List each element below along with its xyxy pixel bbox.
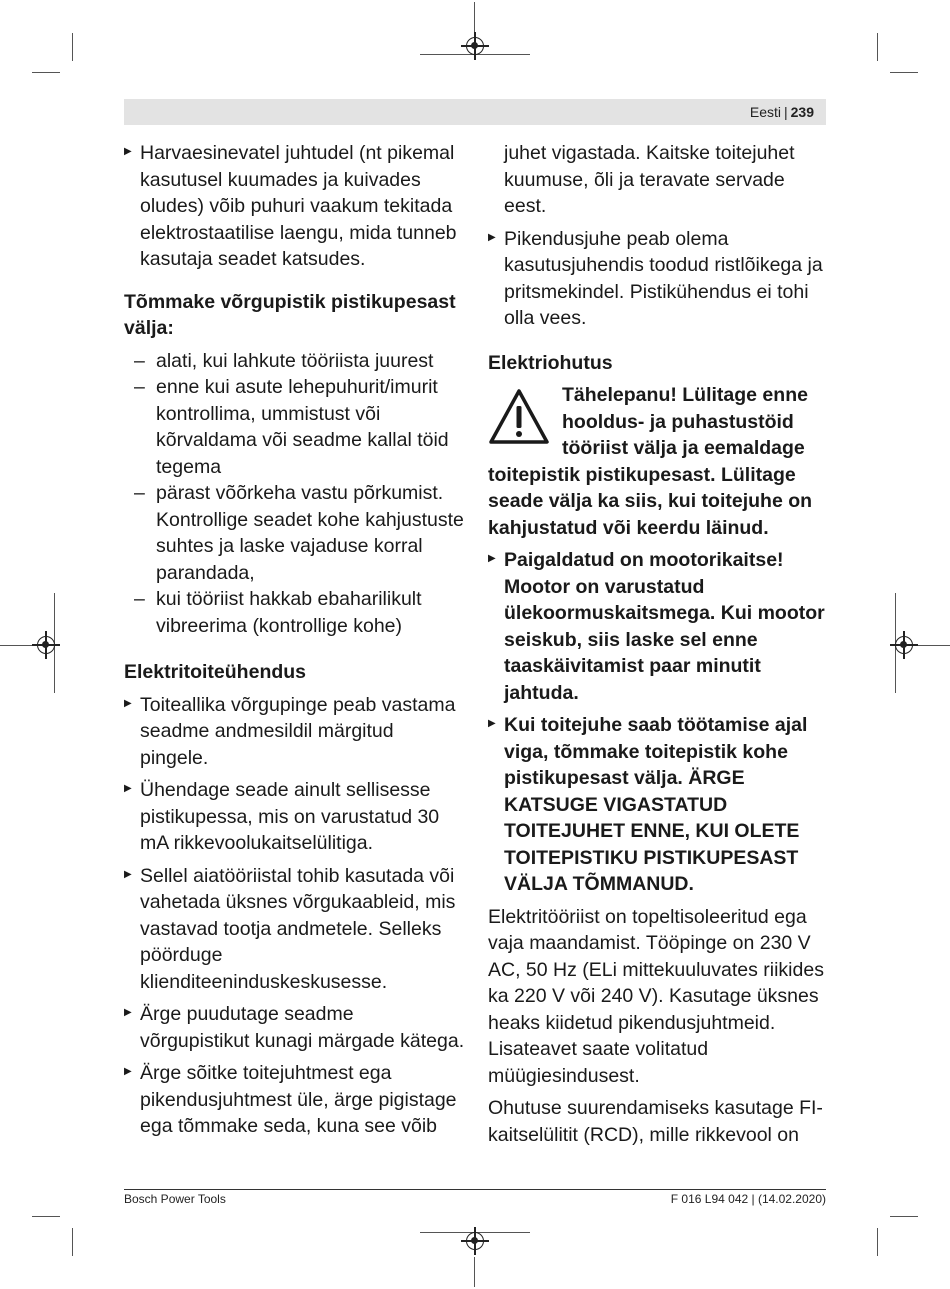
crop-mark [72,33,73,61]
header-separator: | [784,104,788,120]
power-bullet: ▶ Sellel aiatööriistal tohib kasutada või vahetada üksnes võrgukaableid, mis vastavad tootja andmetele. Selleks pöörduge klienditeeninduskeskusesse. [124,863,466,996]
warning-block [488,382,830,541]
crop-mark [474,1257,475,1287]
crop-mark [890,1216,918,1217]
registration-mark-icon [466,37,484,55]
cable-damage-bullet: ▶ Kui toitejuhe saab töötamise ajal viga, tõmmake toitepistik kohe pistikupesast välja. ÄRGE KATSUGE VIGASTATUD TOITEJUHET ENNE, KUI OLETE TOITEPISTIKU PISTIKUPESAST VÄLJA TÕMMANUD. [488,712,830,898]
registration-mark-icon [895,636,913,654]
power-bullet: ▶ Ärge puudutage seadme võrgupistikut kunagi märgade kätega. [124,1001,466,1054]
page-header [124,99,826,125]
left-column [124,140,466,1146]
extension-bullet: ▶ Pikendusjuhe peab olema kasutusjuhendis toodud ristlõikega ja pritsmekindel. Pistikühendus ei tohi olla vees. [488,226,830,332]
crop-mark [915,645,950,646]
crop-mark [32,72,60,73]
list-item: – kui tööriist hakkab ebaharilikult vibreerima (kontrollige kohe) [124,586,466,639]
registration-mark-icon [37,636,55,654]
continuation-text: juhet vigastada. Kaitske toitejuhet kuumuse, õli ja teravate servade eest. [504,142,795,217]
registration-mark-icon [466,1232,484,1250]
crop-mark [877,33,878,61]
list-item: – alati, kui lahkute tööriista juurest [124,348,466,375]
header-language: Eesti [749,104,781,120]
unplug-list [124,348,466,640]
insulation-paragraph: Elektritööriist on topeltisoleeritud ega vaja maandamist. Tööpinge on 230 V AC, 50 Hz (ELi mittekuuluvates riikides ka 220 V või 240 V). Kasutage üksnes heaks kiidetud pikendusjuhtmeid. Lisateavet saate volitatud müügiesindusest. [488,905,824,1087]
rcd-paragraph: Ohutuse suurendamiseks kasutage FI-kaitselülitit (RCD), mille rikkevool on [488,1097,823,1146]
right-column [488,140,830,1154]
power-bullet: ▶ Ärge sõitke toitejuhtmest ega pikendusjuhtmest üle, ärge pigistage ega tõmmake seda, kuna see võib [124,1060,466,1140]
power-bullet: ▶ Toiteallika võrgupinge peab vastama seadme andmesildil märgitud pingele. [124,692,466,772]
footer-brand: Bosch Power Tools [124,1192,226,1206]
warning-text: Tähelepanu! Lülitage enne hooldus- ja puhastustöid tööriist välja ja eemaldage toitepistik pistikupesast. Lülitage seade välja ka siis, kui toitejuhe on kahjustatud või keerdu läinud. [488,384,813,539]
crop-mark [32,1216,60,1217]
power-bullet: ▶ Ühendage seade ainult sellisesse pistikupessa, mis on varustatud 30 mA rikkevoolukaitselülitiga. [124,777,466,857]
list-item: – pärast võõrkeha vastu põrkumist. Kontrollige seadet kohe kahjustuste suhtes ja laske vajaduse korral parandada, [124,480,466,586]
crop-mark [72,1228,73,1256]
crop-mark [890,72,918,73]
motor-bullet: ▶ Paigaldatud on mootorikaitse! Mootor on varustatud ülekoormuskaitsmega. Kui mootor seiskub, siis laske sel enne taaskäivitamist paar minutit jahtuda. [488,547,830,706]
page-number: 239 [790,104,814,120]
header-label [750,104,814,120]
crop-mark [0,645,35,646]
power-heading: Elektritoiteühendus [124,661,307,683]
footer-rule [124,1189,826,1190]
list-item: – enne kui asute lehepuhurit/imurit kontrollima, ummistust või kõrvaldama või seadme kallal töid tegema [124,374,466,480]
safety-heading: Elektriohutus [488,351,613,374]
intro-bullet: ▶ Harvaesinevatel juhtudel (nt pikemal kasutusel kuumades ja kuivades oludes) võib puhuri vaakum tekitada elektrostaatilise laengu, mida tunneb kasutaja seadet katsudes. [124,140,466,273]
warning-triangle-icon [488,388,550,446]
footer-doc-code: F 016 L94 042 | (14.02.2020) [670,1192,826,1206]
crop-mark [474,2,475,32]
crop-mark [877,1228,878,1256]
unplug-heading: Tõmmake võrgupistik pistikupesast välja: [124,290,456,339]
